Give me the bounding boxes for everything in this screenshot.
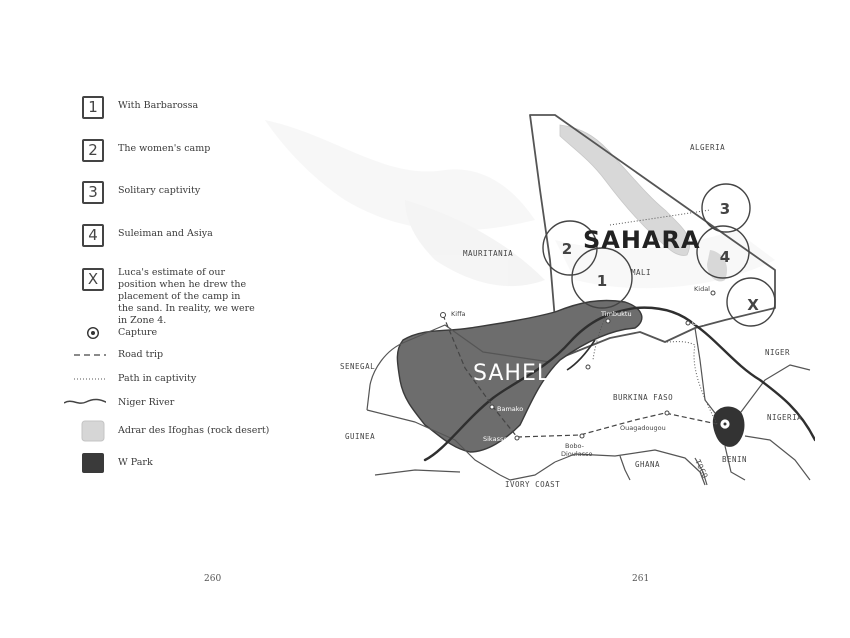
bamako-label: Bamako <box>497 405 524 413</box>
zone-2-box-icon: 2 <box>82 139 104 162</box>
mauritania-label: MAURITANIA <box>463 249 514 258</box>
ghana-border <box>620 456 630 480</box>
timbuktu-marker <box>606 319 610 323</box>
legend-item-road-trip <box>80 349 164 360</box>
capture-marker <box>721 420 729 428</box>
niger-east-border <box>741 365 810 412</box>
legend-item-zone-2 <box>80 139 211 162</box>
zone-3-box-icon: 3 <box>82 181 104 204</box>
nigeria-border <box>745 436 810 480</box>
senegal-label: SENEGAL <box>340 362 376 371</box>
ouagadougou-marker <box>665 411 669 415</box>
legend-item-zone-x <box>80 267 255 326</box>
guinea-label: GUINEA <box>345 432 376 441</box>
togo-label: TOGO <box>693 458 710 481</box>
map <box>255 80 815 500</box>
legend-item-zone-1 <box>80 96 199 119</box>
sahel-label: SAHEL <box>473 361 551 386</box>
legend-label: Road trip <box>118 349 164 360</box>
legend-item-capture <box>80 326 158 340</box>
sahara-label: SAHARA <box>583 226 701 254</box>
kiffa-marker <box>441 313 446 318</box>
sikasso-marker <box>515 436 519 440</box>
niger-river-line-icon <box>64 397 106 407</box>
legend-label: Suleiman and Asiya <box>118 228 213 239</box>
ouagadougou-label: Ouagadougou <box>620 424 666 432</box>
legend-label: The women's camp <box>118 143 211 154</box>
legend-label: Adrar des Ifoghas (rock desert) <box>118 425 270 436</box>
niger-label: NIGER <box>765 348 791 357</box>
kiffa-label: Kiffa <box>451 310 466 318</box>
kidal-label: Kidal <box>694 285 710 293</box>
niger-border <box>695 328 715 413</box>
bobo-marker <box>580 434 584 438</box>
legend-label: With Barbarossa <box>118 100 199 111</box>
legend-item-w-park <box>80 452 153 474</box>
legend-label: Solitary captivity <box>118 185 201 196</box>
legend-item-zone-4 <box>80 224 213 247</box>
bobo-dioulasso-label: Bobo-Dioulasso <box>561 442 593 458</box>
zone-3-label: 3 <box>719 200 731 218</box>
legend-item-path-captivity <box>80 373 197 384</box>
zone-x-box-icon: X <box>82 268 104 291</box>
ghana-label: GHANA <box>635 460 661 469</box>
mopti-label: Mopti <box>578 372 597 380</box>
legend-item-niger-river <box>80 397 175 408</box>
timbuktu-label: Timbuktu <box>601 310 632 318</box>
nigeria-label: NIGERIA <box>767 413 803 422</box>
ivory-coast-border <box>500 462 555 480</box>
legend-item-rock-desert <box>80 420 270 442</box>
ivory-coast-label: IVORY COAST <box>505 480 561 489</box>
zone-1-label: 1 <box>596 272 608 290</box>
path-captivity-line-icon <box>74 375 106 383</box>
road-trip-line-icon <box>74 351 106 359</box>
legend-label: Capture <box>118 327 158 338</box>
zone-x-label: X <box>747 296 759 314</box>
bamako-marker <box>490 405 494 409</box>
mopti-marker <box>586 365 590 369</box>
legend-label: Path in captivity <box>118 373 197 384</box>
w-park-swatch-icon <box>81 452 105 474</box>
capture-icon <box>86 326 100 340</box>
coast-border <box>375 470 460 475</box>
kidal-marker <box>711 291 715 295</box>
sikasso-label: Sikasso <box>483 435 508 443</box>
page-number-left: 260 <box>204 574 222 584</box>
zone-4-box-icon: 4 <box>82 224 104 247</box>
gao-marker <box>686 321 690 325</box>
algeria-label: ALGERIA <box>690 143 726 152</box>
zone-4-label: 4 <box>719 248 731 266</box>
rock-desert-swatch-icon <box>81 420 105 442</box>
legend-label: W Park <box>118 457 153 468</box>
benin-label: BENIN <box>722 455 748 464</box>
zone-2-label: 2 <box>561 240 573 258</box>
legend-item-zone-3 <box>80 181 201 204</box>
burkina-faso-label: BURKINA FASO <box>613 393 674 402</box>
mali-label: MALI <box>631 268 652 277</box>
page-number-right: 261 <box>632 574 650 584</box>
gao-label: Gao <box>692 319 705 327</box>
legend-label: Niger River <box>118 397 175 408</box>
legend-label: Luca's estimate of our position when he drew the placement of the camp in the sand. In reality, we were in Zone 4. <box>118 267 255 326</box>
zone-1-box-icon: 1 <box>82 96 104 119</box>
